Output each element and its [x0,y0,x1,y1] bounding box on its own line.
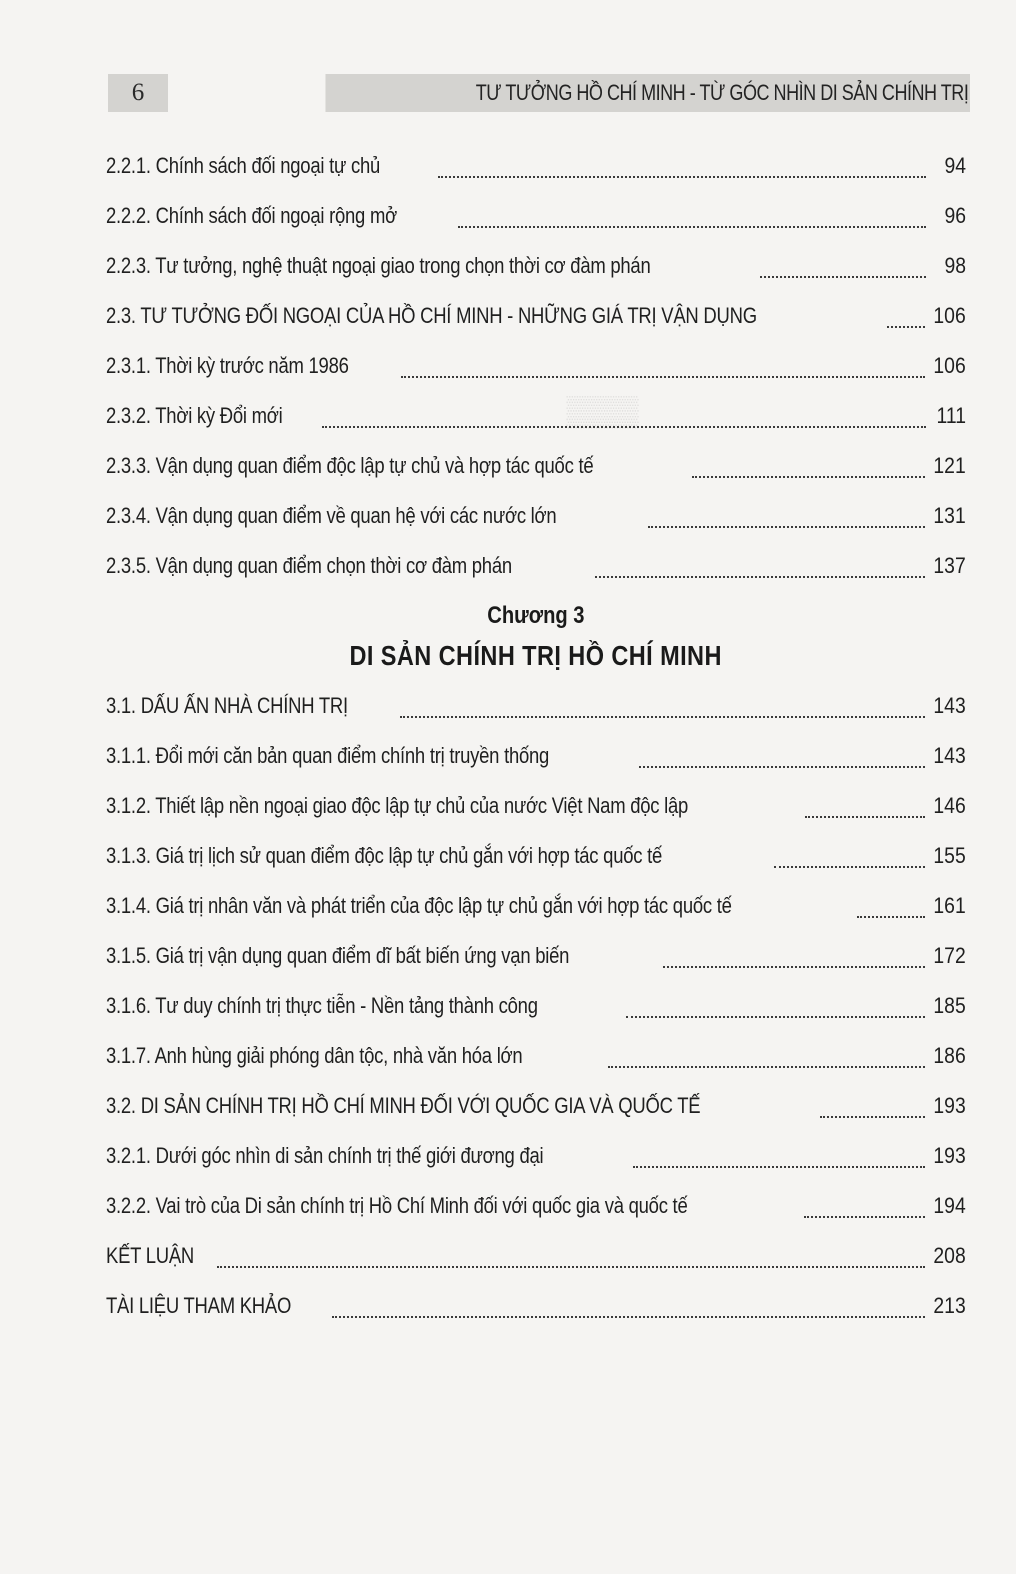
dot-leader [857,916,925,918]
toc-entry-page: 137 [933,553,966,578]
toc-entry-page: 172 [933,943,966,968]
toc-entry [106,843,966,873]
dot-leader [626,1016,925,1018]
toc-entry-label: 2.3.5. Vận dụng quan điểm chọn thời cơ đàm phán [106,553,512,578]
toc-entry [106,503,966,533]
toc-entry-page: 146 [933,793,966,818]
toc-entry-label: 2.3. TƯ TƯỞNG ĐỐI NGOẠI CỦA HỒ CHÍ MINH - NHỮNG GIÁ TRỊ VẬN DỤNG [106,303,757,328]
toc-entry [106,453,966,483]
toc-entry [106,893,966,923]
toc-entry-page: 111 [936,403,966,428]
toc-entry-label: KẾT LUẬN [106,1243,195,1268]
toc-entry-label: 3.1.7. Anh hùng giải phóng dân tộc, nhà văn hóa lớn [106,1043,523,1068]
page-number: 6 [108,74,168,112]
dot-leader [820,1116,926,1118]
toc-entry [106,553,966,583]
toc-entry-page: 94 [944,153,966,178]
dot-leader [887,326,926,328]
toc-entry-page: 131 [933,503,966,528]
toc-entry [106,793,966,823]
toc-entry [106,943,966,973]
toc-entry-page: 98 [944,253,966,278]
toc-entry-label: 2.3.2. Thời kỳ Đổi mới [106,403,283,428]
dot-leader [639,766,925,768]
toc-entry [106,1143,966,1173]
toc-entry [106,743,966,773]
dot-leader [663,966,925,968]
toc-entry-page: 213 [933,1293,966,1318]
toc-entry [106,303,966,333]
toc-entry-page: 121 [933,453,966,478]
toc-entry-label: 3.1.1. Đổi mới căn bản quan điểm chính trị truyền thống [106,743,550,768]
toc-entry-page: 186 [933,1043,966,1068]
toc-entry-label: 3.1.2. Thiết lập nền ngoại giao độc lập tự chủ của nước Việt Nam độc lập [106,793,689,818]
toc-entry-page: 208 [933,1243,966,1268]
toc-entry-label: 3.1.6. Tư duy chính trị thực tiễn - Nền tảng thành công [106,993,538,1018]
toc-entry [106,1043,966,1073]
toc-entry [106,693,966,723]
toc-entry [106,253,966,283]
dot-leader [633,1166,926,1168]
toc-entry-page: 106 [933,303,966,328]
toc-entry-page: 185 [933,993,966,1018]
dot-leader [332,1316,925,1318]
dot-leader [804,1216,925,1218]
dot-leader [760,276,926,278]
toc-entry [106,1093,966,1123]
toc-entry-label: 2.2.3. Tư tưởng, nghệ thuật ngoại giao trong chọn thời cơ đàm phán [106,253,651,278]
running-title: TƯ TƯỞNG HỒ CHÍ MINH - TỪ GÓC NHÌN DI SẢN CHÍNH TRỊ [475,80,969,105]
toc-entry-label: 3.1.5. Giá trị vận dụng quan điểm dĩ bất biến ứng vạn biến [106,943,570,968]
toc-entry-page: 143 [933,693,966,718]
toc-entry [106,353,966,383]
chapter-title: DI SẢN CHÍNH TRỊ HỒ CHÍ MINH [349,640,723,671]
dot-leader [608,1066,926,1068]
toc-entry-label: 3.1.3. Giá trị lịch sử quan điểm độc lập tự chủ gắn với hợp tác quốc tế [106,843,663,868]
toc-entry-label: 3.1.4. Giá trị nhân văn và phát triển của độc lập tự chủ gắn với hợp tác quốc tế [106,893,732,918]
toc-entry-page: 193 [933,1093,966,1118]
toc-entry-page: 155 [933,843,966,868]
toc-entry-label: 3.2. DI SẢN CHÍNH TRỊ HỒ CHÍ MINH ĐỐI VỚI QUỐC GIA VÀ QUỐC TẾ [106,1093,701,1118]
toc-entry-label: 2.3.4. Vận dụng quan điểm về quan hệ với các nước lớn [106,503,557,528]
toc-entry [106,203,966,233]
toc-entry-page: 106 [933,353,966,378]
dot-leader [322,426,926,428]
toc-entry [106,993,966,1023]
toc-entry [106,403,966,433]
toc-entry-page: 193 [933,1143,966,1168]
dot-leader [648,526,925,528]
dot-leader [595,576,925,578]
dot-leader [692,476,925,478]
toc-entry [106,153,966,183]
toc-entry [106,1243,966,1273]
dot-leader [805,816,925,818]
dot-leader [458,226,926,228]
dot-leader [400,716,925,718]
dot-leader [401,376,925,378]
toc-entry-label: 2.2.2. Chính sách đối ngoại rộng mở [106,203,397,228]
toc-entry [106,1293,966,1323]
running-header [108,74,970,112]
dot-leader [774,866,925,868]
dot-leader [217,1266,925,1268]
toc-entry-label: 3.2.2. Vai trò của Di sản chính trị Hồ Chí Minh đối với quốc gia và quốc tế [106,1193,688,1218]
toc-entry-page: 96 [944,203,966,228]
toc-entry-page: 194 [933,1193,966,1218]
toc-entry-label: 2.3.1. Thời kỳ trước năm 1986 [106,353,349,378]
toc-entry-label: 2.2.1. Chính sách đối ngoại tự chủ [106,153,381,178]
toc-entry-label: 3.2.1. Dưới góc nhìn di sản chính trị thế giới đương đại [106,1143,544,1168]
toc-entry-label: TÀI LIỆU THAM KHẢO [106,1293,292,1318]
running-title-box [325,74,970,112]
toc-entry [106,1193,966,1223]
chapter-number: Chương 3 [487,602,585,629]
dot-leader [438,176,926,178]
show-through-decoration: ▒▒▒▒ [566,395,639,428]
toc-entry-label: 2.3.3. Vận dụng quan điểm độc lập tự chủ và hợp tác quốc tế [106,453,594,478]
toc-entry-page: 161 [933,893,966,918]
toc-entry-page: 143 [933,743,966,768]
toc-entry-label: 3.1. DẤU ẤN NHÀ CHÍNH TRỊ [106,693,348,718]
